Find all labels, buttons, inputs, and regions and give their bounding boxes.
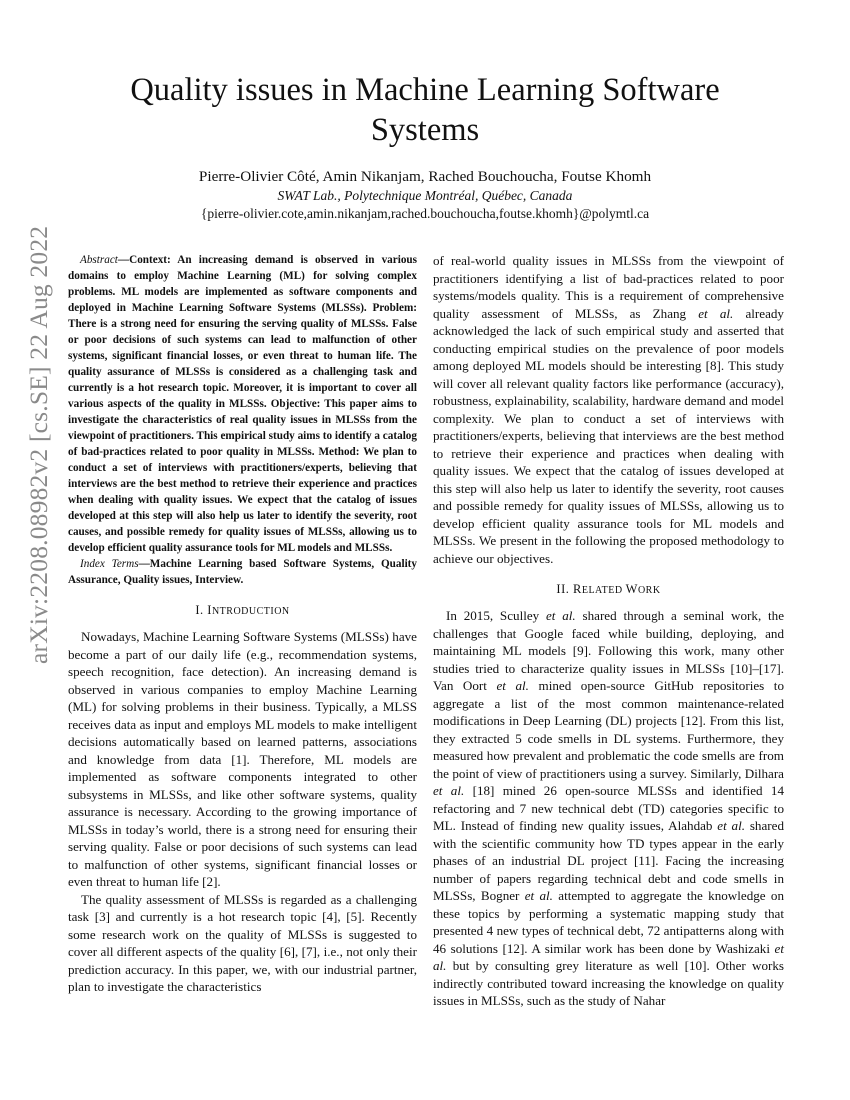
- affiliation: SWAT Lab., Polytechnique Montréal, Québec, Canada: [277, 188, 573, 203]
- arxiv-identifier-stamp: arXiv:2208.08982v2 [cs.SE] 22 Aug 2022: [24, 225, 53, 664]
- section-heading-introduction: I. INTRODUCTION: [195, 603, 290, 617]
- right-column: [433, 252, 784, 1010]
- index-terms-label: Index Terms: [80, 558, 139, 570]
- abstract-block: [68, 252, 417, 588]
- author-list: Pierre-Olivier Côté, Amin Nikanjam, Rached Bouchoucha, Foutse Khomh: [198, 168, 652, 185]
- intro-paragraph-2: The quality assessment of MLSSs is regarded as a challenging task [3] and currently is a hot research topic [4], [5]. Recently some research work on the quality of MLSSs is suggested to cover all different aspects of the quality [6], [7], i.e., not only their prediction accuracy. In this paper, we, with our industrial partner, plan to investigate the characteristics: [68, 891, 417, 994]
- et-al: et al.: [698, 305, 734, 321]
- index-terms-paragraph: [68, 556, 417, 588]
- left-column: [68, 252, 417, 996]
- paper-title-line-2: Systems: [370, 112, 480, 148]
- intro-paragraph-1: Nowadays, Machine Learning Software Systems (MLSSs) have become a part of our daily life (e.g., recommendation systems, speech recognition, face detection). An increasing demand is observed in various companies to employ Machine Learning (ML) for solving problems in their business. Typically, a MLSS receives data as input and employs ML models to make intelligent decisions automatically based on learned patterns, associations and knowledge from data [1]. Therefore, ML models are implemented as software components integrated to other subsystems in MLSSs, and like other software systems, quality assurance is necessary. According to the growing importance of MLSSs in today’s world, there is a strong need for ensuring their serving quality. False or poor decisions of such systems can lead to malfunction of other systems, significant financial losses or even threat to human life [2].: [68, 629, 417, 889]
- paper-title: [60, 70, 790, 150]
- related-work-paragraph: In 2015, Sculley et al. shared through a seminal work, the challenges that Google faced while building, deploying, and maintaining ML models [9]. Following this work, many other studies tried to characterize quality issues in MLSSs [10]–[17]. Van Oort et al. mined open-source GitHub repositories to aggregate a list of the most common maintenance-related modifications in Deep Learning (DL) projects [12]. From this list, they extracted 5 code smells in DL systems. Furthermore, they measured how prevalent and problematic the code smells are from the point of view of practitioners using a survey. Similarly, Dilhara et al. [18] mined 26 open-source MLSSs and identified 14 refactoring and 7 new technical debt (TD) categories specific to ML. Instead of finding new quality issues, Alahdab et al. shared with the scientific community how TD types appear in the early phases of an industrial DL project [11]. Facing the increasing number of papers regarding technical debt and code smells in MLSSs, Bogner et al. attempted to aggregate the knowledge on these topics by performing a systematic mapping study that presented 4 new types of technical debt, 72 antipatterns along with 46 solutions [12]. A similar work has been done by Washizaki et al. but by consulting grey literature as well [10]. Other works indirectly contributed toward increasing the knowledge on quality issues in MLSSs, such as the study of Nahar: [433, 608, 785, 1008]
- abstract-paragraph: [68, 252, 417, 556]
- intro-continuation: [433, 252, 784, 567]
- intro-continuation-paragraph: of real-world quality issues in MLSSs from the viewpoint of practitioners identifying a list of bad-practices related to poor systems/models quality. This is a requirement of comprehensive quality assessment of MLSSs, as Zhang et al. already acknowledged the lack of such empirical study and asserted that conducting empirical studies on the prevalence of poor models among deployed ML models should be interesting [8]. This study will cover all relevant quality factors like performance (accuracy), robustness, explainability, scalability, hardware demand and model complexity. We plan to conduct a set of interviews with practitioners/experts, believing that interviews are the best method to retrieve their experience and practices when dealing with quality issues. We expect that the catalog of issues developed at this step will also help us later to identify the severity, root causes and possible remedy for quality issues of MLSSs, allowing us to develop efficient quality assurance tools for ML models and MLSSs. We present in the following the proposed methodology to achieve our objectives.: [433, 253, 784, 566]
- abstract-text: —Context: An increasing demand is observed in various domains to employ Machine Learning (ML) for solving complex problems. ML models are implemented as software components and deployed in Machine Learning Software Systems (MLSSs). Problem: There is a strong need for ensuring the serving quality of MLSSs. False or poor decisions of such systems can lead to malfunction of other systems, significant financial losses, or even threat to human life. The quality assurance of MLSSs is considered as a challenging task and currently is a hot research topic. Moreover, it is important to cover all various aspects of the quality in MLSSs. Objective: This paper aims to investigate the characteristics of real quality issues in MLSSs from the viewpoint of practitioners. This empirical study aims to identify a catalog of bad-practices related to poor quality in MLSSs. Method: We plan to conduct a set of interviews with practitioners/experts, believing that interviews are the best method to retrieve their experience and practices when dealing with quality issues. We expect that the catalog of issues developed at this step will also help us later to identify the severity, root causes, and possible remedy for quality issues of MLSSs, allowing us to develop efficient quality assurance tools for ML models and MLSSs.: [68, 254, 417, 554]
- introduction-body: [68, 628, 417, 996]
- author-emails: {pierre-olivier.cote,amin.nikanjam,rached.bouchoucha,foutse.khomh}@polymtl.ca: [200, 206, 650, 221]
- section-heading-related-work: II. RELATED WORK: [556, 582, 661, 596]
- abstract-label: Abstract: [80, 254, 118, 266]
- paper-title-line-1: Quality issues in Machine Learning Software: [130, 72, 720, 108]
- related-work-body: [433, 607, 784, 1010]
- index-terms-text: —Machine Learning based Software Systems, Quality Assurance, Quality issues, Interview.: [68, 558, 417, 586]
